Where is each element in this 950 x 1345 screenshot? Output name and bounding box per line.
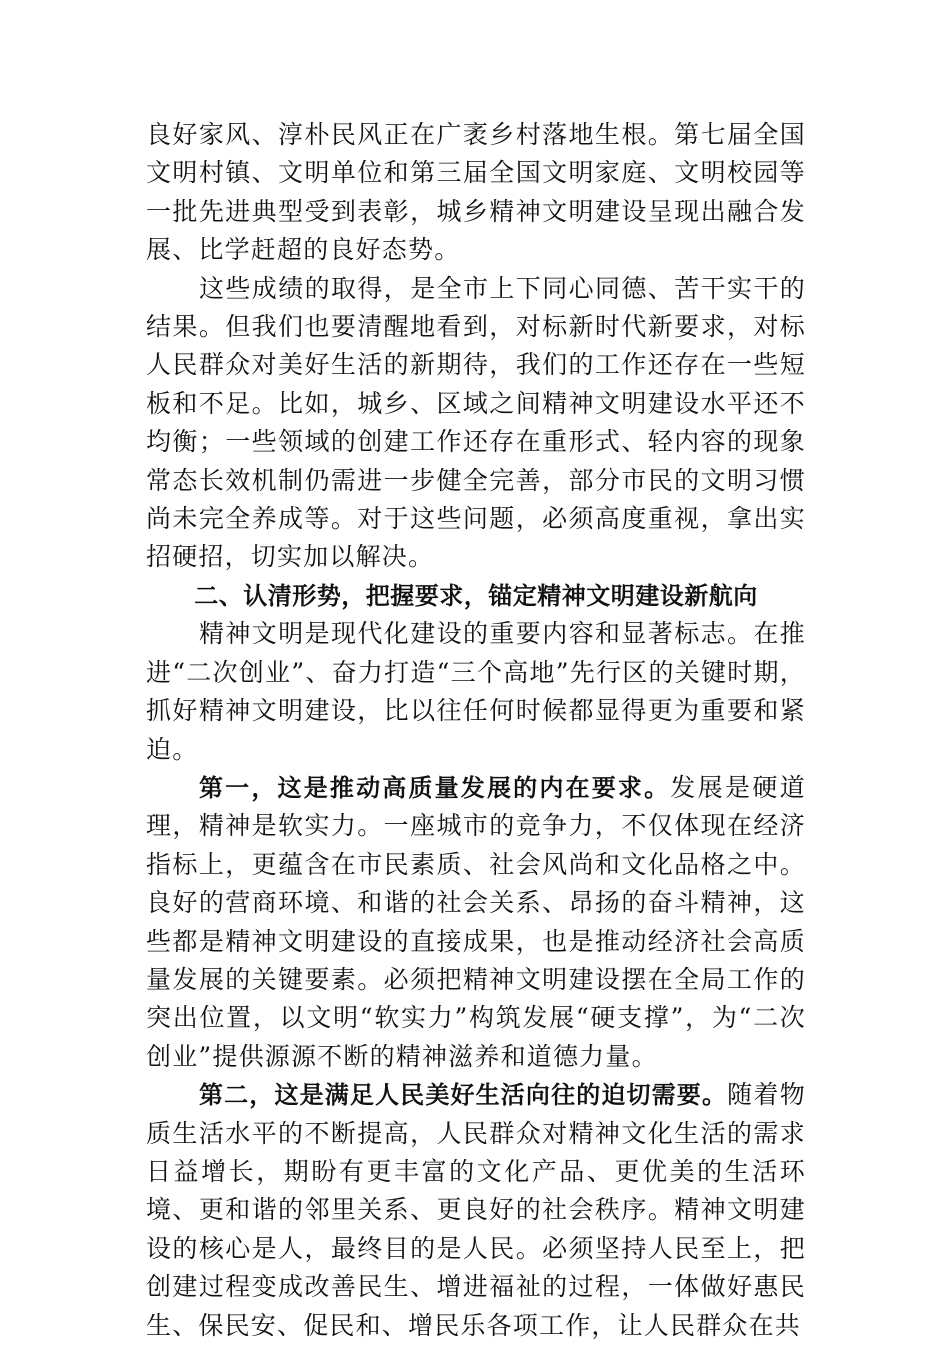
paragraph-2: 这些成绩的取得，是全市上下同心同德、苦干实干的结果。但我们也要清醒地看到，对标新时代新要求，对标人民群众对美好生活的新期待，我们的工作还存在一些短板和不足。比如，城乡、区域之间精神文明建设水平还不均衡；一些领域的创建工作还存在重形式、轻内容的现象常态长效机制仍需进一步健全完善，部分市民的文明习惯尚未完全养成等。对于这些问题，必须高度重视，拿出实招硬招，切实加以解决。 <box>146 273 806 572</box>
document-page <box>146 116 806 1345</box>
paragraph-4-lead: 第一，这是推动高质量发展的内在要求。 <box>199 773 671 802</box>
paragraph-4 <box>146 769 806 1076</box>
section-heading-2: 二、认清形势，把握要求，锚定精神文明建设新航向 <box>194 581 758 610</box>
paragraph-5-lead: 第二，这是满足人民美好生活向往的迫切需要。 <box>199 1081 728 1110</box>
paragraph-1: 良好家风、淳朴民风正在广袤乡村落地生根。第七届全国文明村镇、文明单位和第三届全国文明家庭、文明校园等一批先进典型受到表彰，城乡精神文明建设呈现出融合发展、比学赶超的良好态势。 <box>146 120 806 265</box>
paragraph-5 <box>146 1076 806 1345</box>
paragraph-4-body: 发展是硬道理，精神是软实力。一座城市的竞争力，不仅体现在经济指标上，更蕴含在市民素质、社会风尚和文化品格之中。良好的营商环境、和谐的社会关系、昂扬的奋斗精神，这些都是精神文明建设的直接成果，也是推动经济社会高质量发展的关键要素。必须把精神文明建设摆在全局工作的突出位置，以文明“软实力”构筑发展“硬支撑”，为“二次创业”提供源源不断的精神滋养和道德力量。 <box>146 772 806 1071</box>
paragraph-5-body: 随着物质生活水平的不断提高，人民群众对精神文化生活的需求日益增长，期盼有更丰富的文化产品、更优美的生活环境、更和谐的邻里关系、更良好的社会秩序。精神文明建设的核心是人，最终目的是人民。必须坚持人民至上，把创建过程变成改善民生、增进福祉的过程，一体做好惠民生、保民安、促民和、增民乐各项工作，让人民群众在共 <box>146 1080 807 1340</box>
paragraph-3: 精神文明是现代化建设的重要内容和显著标志。在推进“二次创业”、奋力打造“三个高地”先行区的关键时期，抓好精神文明建设，比以往任何时候都显得更为重要和紧迫。 <box>146 619 806 764</box>
